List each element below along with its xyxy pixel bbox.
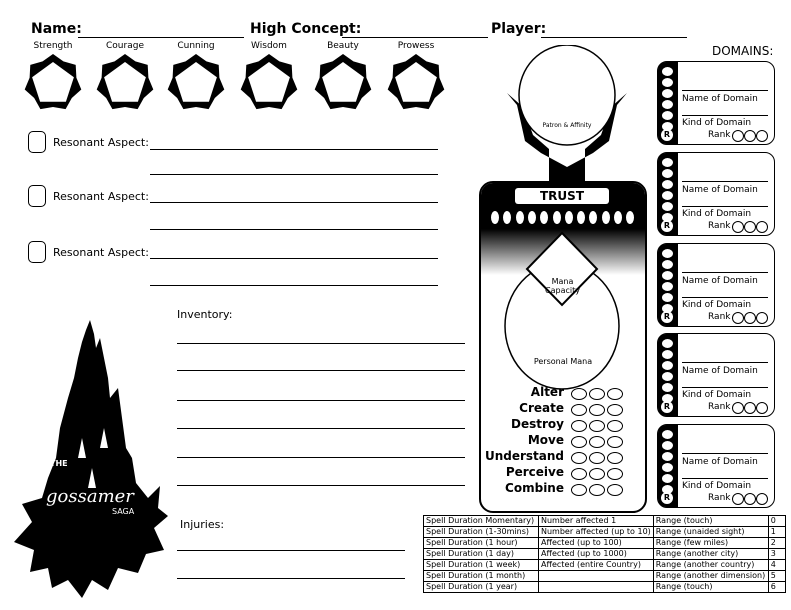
domain-name-label: Name of Domain — [682, 94, 758, 104]
stat-label: Beauty — [327, 41, 359, 51]
verb-rank-oval[interactable] — [607, 388, 623, 400]
stat-label: Cunning — [177, 41, 215, 51]
spell-range-cell: Range (unaided sight) — [653, 527, 768, 538]
domain-card — [657, 61, 775, 145]
domain-dot[interactable] — [662, 372, 673, 381]
trust-dot[interactable] — [491, 211, 499, 224]
domain-kind-line[interactable] — [682, 297, 768, 298]
domain-r-mark: R — [661, 129, 673, 141]
spell-duration-cell: Spell Duration (1 year) — [424, 582, 539, 593]
domain-kind-label: Kind of Domain — [682, 118, 752, 128]
domain-rank-circle[interactable] — [732, 402, 744, 414]
spell-number-cell: 3 — [768, 549, 785, 560]
domain-dot[interactable] — [662, 271, 673, 280]
verb-row — [484, 449, 564, 465]
verb-row — [484, 433, 564, 449]
verb-rank-oval[interactable] — [571, 452, 587, 464]
verb-row — [484, 481, 564, 497]
domain-rank-circle[interactable] — [756, 221, 768, 233]
domain-r-mark: R — [661, 220, 673, 232]
trust-dot[interactable] — [565, 211, 573, 224]
domain-rank-label: Rank — [708, 402, 731, 412]
stat-badge-icon[interactable] — [166, 53, 226, 113]
domain-dot[interactable] — [662, 180, 673, 189]
verb-row — [484, 417, 564, 433]
high-concept-label: High Concept: — [250, 21, 362, 37]
domain-r-mark: R — [661, 311, 673, 323]
player-label: Player: — [491, 21, 547, 37]
verb-label: Understand — [484, 449, 564, 463]
domain-card — [657, 333, 775, 417]
mana-capacity-label: Mana Capacity — [545, 277, 580, 295]
domain-dot[interactable] — [662, 67, 673, 76]
spell-duration-cell: Spell Duration (1 month) — [424, 571, 539, 582]
verb-rank-oval[interactable] — [571, 436, 587, 448]
domain-rank-circle[interactable] — [744, 221, 756, 233]
domain-rank-circle[interactable] — [744, 312, 756, 324]
domain-kind-label: Kind of Domain — [682, 481, 752, 491]
spell-affected-cell — [539, 582, 654, 593]
spell-range-cell: Range (touch) — [653, 582, 768, 593]
spell-row — [424, 582, 786, 593]
domain-kind-line[interactable] — [682, 206, 768, 207]
verb-rank-oval[interactable] — [571, 484, 587, 496]
aspect-line[interactable] — [150, 258, 438, 259]
inventory-line[interactable] — [177, 343, 465, 344]
domain-card — [657, 152, 775, 236]
domain-dot[interactable] — [662, 191, 673, 200]
spell-range-cell: Range (another country) — [653, 560, 768, 571]
verb-label: Move — [527, 433, 564, 447]
domain-kind-label: Kind of Domain — [682, 390, 752, 400]
verb-label: Perceive — [505, 465, 564, 479]
domain-rank-label: Rank — [708, 130, 731, 140]
verb-rank-oval[interactable] — [607, 436, 623, 448]
domain-r-mark: R — [661, 401, 673, 413]
spell-duration-cell: Spell Duration (1 hour) — [424, 538, 539, 549]
domain-rank-circle[interactable] — [756, 493, 768, 505]
stat-label: Courage — [106, 41, 144, 51]
verb-rank-oval[interactable] — [589, 452, 605, 464]
domain-rank-circle[interactable] — [756, 402, 768, 414]
name-field[interactable] — [78, 37, 244, 38]
spell-range-cell: Range (another dimension) — [653, 571, 768, 582]
logo-the: THE — [50, 459, 68, 468]
spell-range-cell: Range (few miles) — [653, 538, 768, 549]
verb-rank-oval[interactable] — [571, 404, 587, 416]
spell-affected-cell: Affected (up to 1000) — [539, 549, 654, 560]
verb-rank-oval[interactable] — [589, 388, 605, 400]
domain-dot[interactable] — [662, 293, 673, 302]
domain-name-label: Name of Domain — [682, 457, 758, 467]
patron-hands-icon — [497, 45, 637, 185]
spell-number-cell: 6 — [768, 582, 785, 593]
domain-dot[interactable] — [662, 89, 673, 98]
spell-duration-cell: Spell Duration (1 day) — [424, 549, 539, 560]
stat-badge-icon[interactable] — [313, 53, 373, 113]
spell-row — [424, 516, 786, 527]
domain-dot[interactable] — [662, 452, 673, 461]
verb-rank-oval[interactable] — [607, 420, 623, 432]
mana-egg-icon — [503, 231, 621, 391]
domain-name-label: Name of Domain — [682, 366, 758, 376]
domain-dot[interactable] — [662, 158, 673, 167]
domain-name-line[interactable] — [682, 90, 768, 91]
high-concept-field[interactable] — [342, 37, 488, 38]
domain-dot[interactable] — [662, 383, 673, 392]
domain-name-line[interactable] — [682, 181, 768, 182]
verb-row — [484, 385, 564, 401]
spell-number-cell: 0 — [768, 516, 785, 527]
verb-rank-oval[interactable] — [607, 452, 623, 464]
trust-label: TRUST — [515, 188, 609, 204]
inventory-line[interactable] — [177, 400, 465, 401]
domain-rank-label: Rank — [708, 312, 731, 322]
injuries-label: Injuries: — [180, 518, 225, 531]
verb-row — [484, 465, 564, 481]
patron-label: Patron & Affinity — [542, 122, 592, 129]
verb-label: Combine — [505, 481, 564, 495]
domain-dot[interactable] — [662, 260, 673, 269]
domain-dot[interactable] — [662, 282, 673, 291]
spell-row — [424, 571, 786, 582]
spell-affected-cell: Affected (up to 100) — [539, 538, 654, 549]
spell-affected-cell: Affected (entire Country) — [539, 560, 654, 571]
domain-dot[interactable] — [662, 339, 673, 348]
verb-rank-oval[interactable] — [571, 468, 587, 480]
spell-affected-cell — [539, 571, 654, 582]
stat-badge-icon[interactable] — [23, 53, 83, 113]
domain-rank-circle[interactable] — [732, 312, 744, 324]
logo-saga: SAGA — [112, 507, 135, 516]
domain-rank-circle[interactable] — [732, 221, 744, 233]
domain-dot[interactable] — [662, 202, 673, 211]
domain-dot[interactable] — [662, 100, 673, 109]
domain-rank-label: Rank — [708, 493, 731, 503]
spell-range-cell: Range (another city) — [653, 549, 768, 560]
spell-row — [424, 549, 786, 560]
domain-dot[interactable] — [662, 430, 673, 439]
aspect-line[interactable] — [150, 229, 438, 230]
domain-dot[interactable] — [662, 169, 673, 178]
spell-affected-cell: Number affected 1 — [539, 516, 654, 527]
injuries-line[interactable] — [177, 550, 405, 551]
spell-row — [424, 538, 786, 549]
verb-rank-oval[interactable] — [589, 436, 605, 448]
spell-number-cell: 4 — [768, 560, 785, 571]
spell-duration-cell: Spell Duration (1 week) — [424, 560, 539, 571]
stat-badge-icon[interactable] — [386, 53, 446, 113]
domain-rank-label: Rank — [708, 221, 731, 231]
domain-kind-line[interactable] — [682, 387, 768, 388]
domain-rank-circle[interactable] — [744, 130, 756, 142]
domain-rank-circle[interactable] — [744, 402, 756, 414]
inventory-line[interactable] — [177, 485, 465, 486]
spell-row — [424, 527, 786, 538]
aspect-label: Resonant Aspect: — [53, 136, 149, 149]
trust-dot[interactable] — [602, 211, 610, 224]
domain-name-label: Name of Domain — [682, 276, 758, 286]
verb-row — [484, 401, 564, 417]
aspect-checkbox[interactable] — [28, 185, 46, 207]
spell-affected-cell: Number affected (up to 10) — [539, 527, 654, 538]
spell-row — [424, 560, 786, 571]
domain-dot[interactable] — [662, 441, 673, 450]
domains-title: DOMAINS: — [712, 44, 774, 58]
domain-rank-circle[interactable] — [756, 312, 768, 324]
name-label: Name: — [31, 21, 82, 37]
domain-dot[interactable] — [662, 350, 673, 359]
domain-name-line[interactable] — [682, 272, 768, 273]
domain-rank-circle[interactable] — [732, 493, 744, 505]
domain-dot[interactable] — [662, 361, 673, 370]
stat-label: Strength — [33, 41, 73, 51]
domain-dot[interactable] — [662, 463, 673, 472]
player-field[interactable] — [541, 37, 687, 38]
verb-rank-oval[interactable] — [589, 484, 605, 496]
domain-rank-circle[interactable] — [756, 130, 768, 142]
aspect-checkbox[interactable] — [28, 131, 46, 153]
aspect-checkbox[interactable] — [28, 241, 46, 263]
spell-range-cell: Range (touch) — [653, 516, 768, 527]
domain-kind-line[interactable] — [682, 115, 768, 116]
personal-mana-label: Personal Mana — [533, 357, 593, 366]
domain-dot[interactable] — [662, 249, 673, 258]
spell-number-cell: 5 — [768, 571, 785, 582]
aspect-line[interactable] — [150, 285, 438, 286]
domain-name-line[interactable] — [682, 362, 768, 363]
domain-kind-label: Kind of Domain — [682, 300, 752, 310]
domain-r-mark: R — [661, 492, 673, 504]
inventory-line[interactable] — [177, 457, 465, 458]
aspect-line[interactable] — [150, 202, 438, 203]
domain-kind-line[interactable] — [682, 478, 768, 479]
stat-label: Wisdom — [251, 41, 287, 51]
verb-rank-oval[interactable] — [607, 468, 623, 480]
domain-dot[interactable] — [662, 78, 673, 87]
trust-dot[interactable] — [553, 211, 561, 224]
domain-card — [657, 424, 775, 508]
aspect-label: Resonant Aspect: — [53, 246, 149, 259]
domain-kind-label: Kind of Domain — [682, 209, 752, 219]
trust-dot[interactable] — [614, 211, 622, 224]
inventory-line[interactable] — [177, 428, 465, 429]
verb-rank-oval[interactable] — [571, 420, 587, 432]
verb-rank-oval[interactable] — [589, 468, 605, 480]
trust-dot[interactable] — [516, 211, 524, 224]
domain-dot[interactable] — [662, 111, 673, 120]
domain-name-line[interactable] — [682, 453, 768, 454]
verb-label: Create — [519, 401, 564, 415]
verb-label: Destroy — [511, 417, 564, 431]
verb-rank-oval[interactable] — [589, 420, 605, 432]
aspect-label: Resonant Aspect: — [53, 190, 149, 203]
verb-rank-oval[interactable] — [589, 404, 605, 416]
aspect-line[interactable] — [150, 174, 438, 175]
domain-rank-circle[interactable] — [744, 493, 756, 505]
trust-dot[interactable] — [528, 211, 536, 224]
spell-number-cell: 2 — [768, 538, 785, 549]
inventory-line[interactable] — [177, 370, 465, 371]
verb-rank-oval[interactable] — [607, 404, 623, 416]
spell-table — [423, 515, 786, 593]
stat-badge-icon[interactable] — [239, 53, 299, 113]
verb-rank-oval[interactable] — [571, 388, 587, 400]
verb-label: Alter — [530, 385, 564, 399]
spell-number-cell: 1 — [768, 527, 785, 538]
stat-label: Prowess — [397, 41, 435, 51]
stat-badge-icon[interactable] — [95, 53, 155, 113]
aspect-line[interactable] — [150, 149, 438, 150]
logo-gossamer: gossamer — [46, 486, 134, 507]
domain-card — [657, 243, 775, 327]
domain-rank-circle[interactable] — [732, 130, 744, 142]
domain-name-label: Name of Domain — [682, 185, 758, 195]
injuries-line[interactable] — [177, 578, 405, 579]
castle-logo-icon — [8, 318, 176, 603]
inventory-label: Inventory: — [177, 308, 233, 321]
domain-dot[interactable] — [662, 474, 673, 483]
verb-rank-oval[interactable] — [607, 484, 623, 496]
spell-duration-cell: Spell Duration (1-30mins) — [424, 527, 539, 538]
spell-duration-cell: Spell Duration Momentary) — [424, 516, 539, 527]
